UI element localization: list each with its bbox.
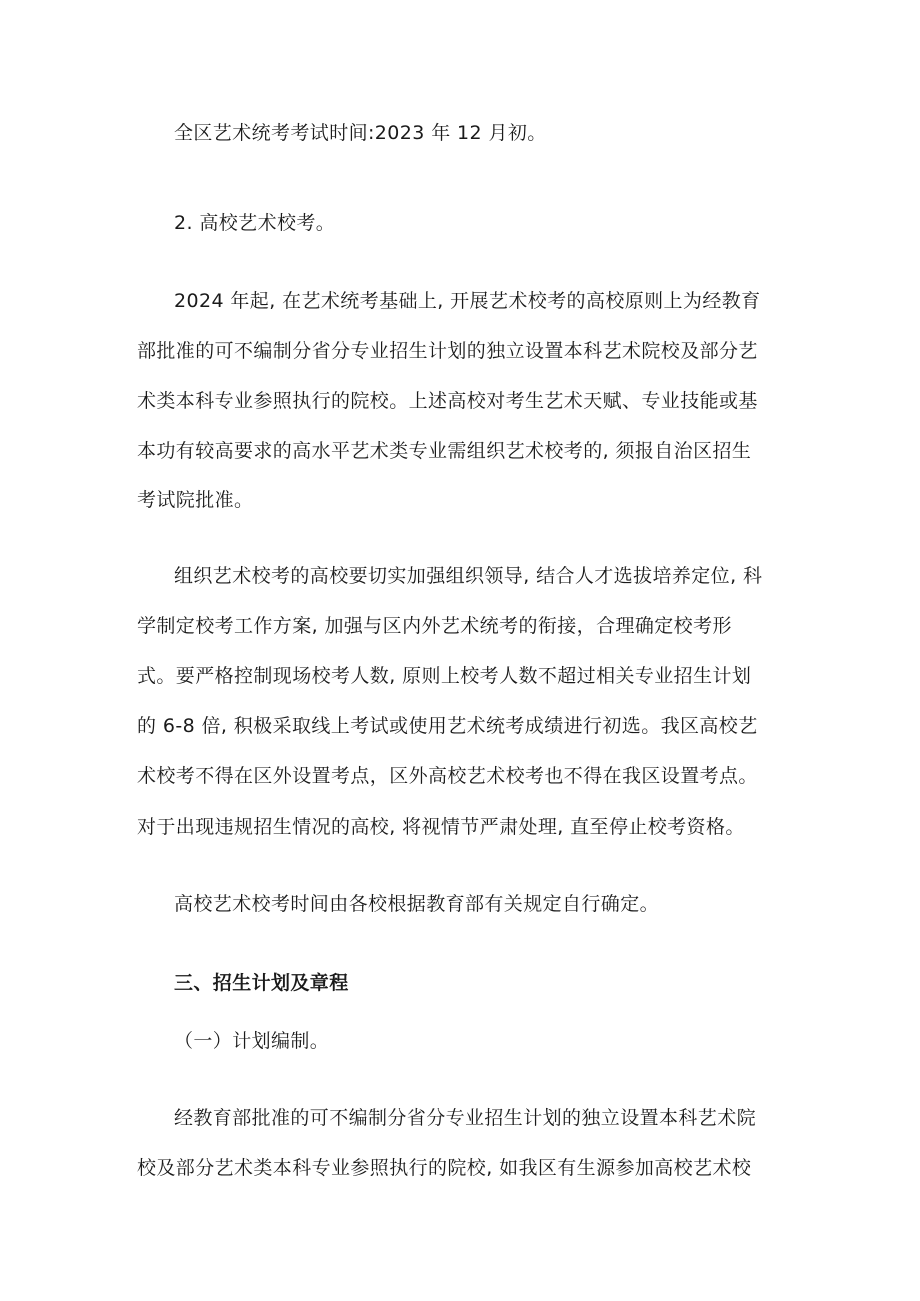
paragraph-line: 2024 年起, 在艺术统考基础上, 开展艺术校考的高校原则上为经教育: [174, 290, 761, 312]
section-3-heading: 三、招生计划及章程: [174, 972, 349, 994]
paragraph-line: 的 6-8 倍, 积极采取线上考试或使用艺术统考成绩进行初选。我区高校艺: [137, 715, 758, 737]
paragraph-line: 对于出现违规招生情况的高校, 将视情节严肃处理, 直至停止校考资格。: [137, 816, 745, 838]
paragraph-line: 校及部分艺术类本科专业参照执行的院校, 如我区有生源参加高校艺术校: [137, 1157, 752, 1179]
paragraph-line: 经教育部批准的可不编制分省分专业招生计划的独立设置本科艺术院: [174, 1107, 757, 1129]
paragraph-line: 部批准的可不编制分省分专业招生计划的独立设置本科艺术院校及部分艺: [137, 340, 758, 362]
paragraph-line: 本功有较高要求的高水平艺术类专业需组织艺术校考的, 须报自治区招生: [137, 440, 752, 462]
section-2-heading: 2. 高校艺术校考。: [174, 212, 336, 234]
paragraph-line: 学制定校考工作方案, 加强与区内外艺术统考的衔接，合理确定校考形: [137, 615, 732, 637]
subsection-heading: （一）计划编制。: [174, 1030, 330, 1052]
paragraph-line: 组织艺术校考的高校要切实加强组织领导, 结合人才选拔培养定位, 科: [174, 565, 763, 587]
paragraph-line: 术校考不得在区外设置考点，区外高校艺术校考也不得在我区设置考点。: [137, 765, 758, 787]
paragraph-line: 考试院批准。: [137, 489, 254, 511]
paragraph-line: 高校艺术校考时间由各校根据教育部有关规定自行确定。: [174, 893, 660, 915]
exam-time-line: 全区艺术统考考试时间:2023 年 12 月初。: [174, 122, 547, 144]
paragraph-line: 术类本科专业参照执行的院校。上述高校对考生艺术天赋、专业技能或基: [137, 390, 758, 412]
paragraph-line: 式。要严格控制现场校考人数, 原则上校考人数不超过相关专业招生计划: [137, 665, 752, 687]
